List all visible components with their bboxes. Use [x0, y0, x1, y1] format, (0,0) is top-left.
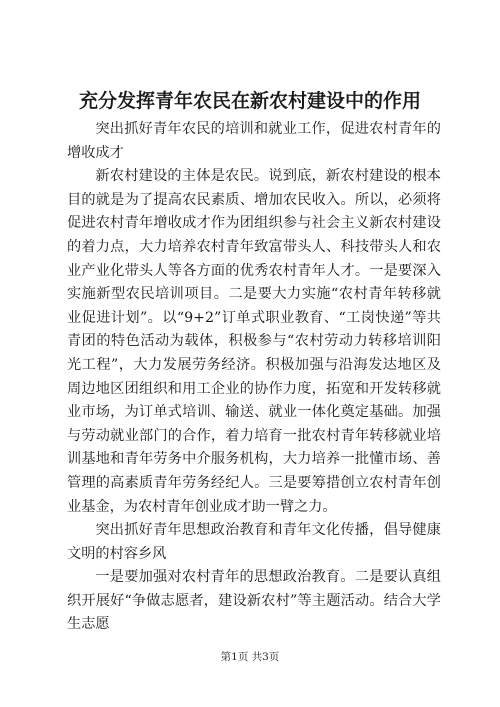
- section-heading-1: 突出抓好青年农民的培训和就业工作，促进农村青年的增收成才: [67, 121, 441, 161]
- section-heading-2: 突出抓好青年思想政治教育和青年文化传播，倡导健康文明的村容乡风: [67, 522, 441, 562]
- body-paragraph-2: 一是要加强对农村青年的思想政治教育。二是要认真组织开展好“争做志愿者，建设新农村”等主题活动。结合大学生志愿: [67, 569, 441, 633]
- page-footer: 第1页 共3页: [220, 651, 280, 663]
- body-paragraph-1: 新农村建设的主体是农民。说到底，新农村建设的根本目的就是为了提高农民素质、增加农民收入。所以，必须将促进农村青年增收成才作为团组织参与社会主义新农村建设的着力点，大力培养农村青年致富带头人、科技带头人和农业产业化带头人等各方面的优秀农村青年人才。一是要深入实施新型农民培训项目。二是要大力实施“农村青年转移就业促进计划”。以“9+2”订单式职业教育、“工岗快递”等共青团的特色活动为载体，积极参与“农村劳动力转移培训阳光工程”，大力发展劳务经济。积极加强与沿海发达地区及周边地区团组织和用工企业的协作力度，拓宽和开发转移就业市场，为订单式培训、输送、就业一体化奠定基础。加强与劳动就业部门的合作，着力培育一批农村青年转移就业培训基地和青年劳务中介服务机构，大力培养一批懂市场、善管理的高素质青年劳务经纪人。三是要筹措创立农村青年创业基金，为农村青年创业成才助一臂之力。: [67, 168, 441, 515]
- document-title: 充分发挥青年农民在新农村建设中的作用: [78, 90, 421, 112]
- document-body: [67, 118, 441, 637]
